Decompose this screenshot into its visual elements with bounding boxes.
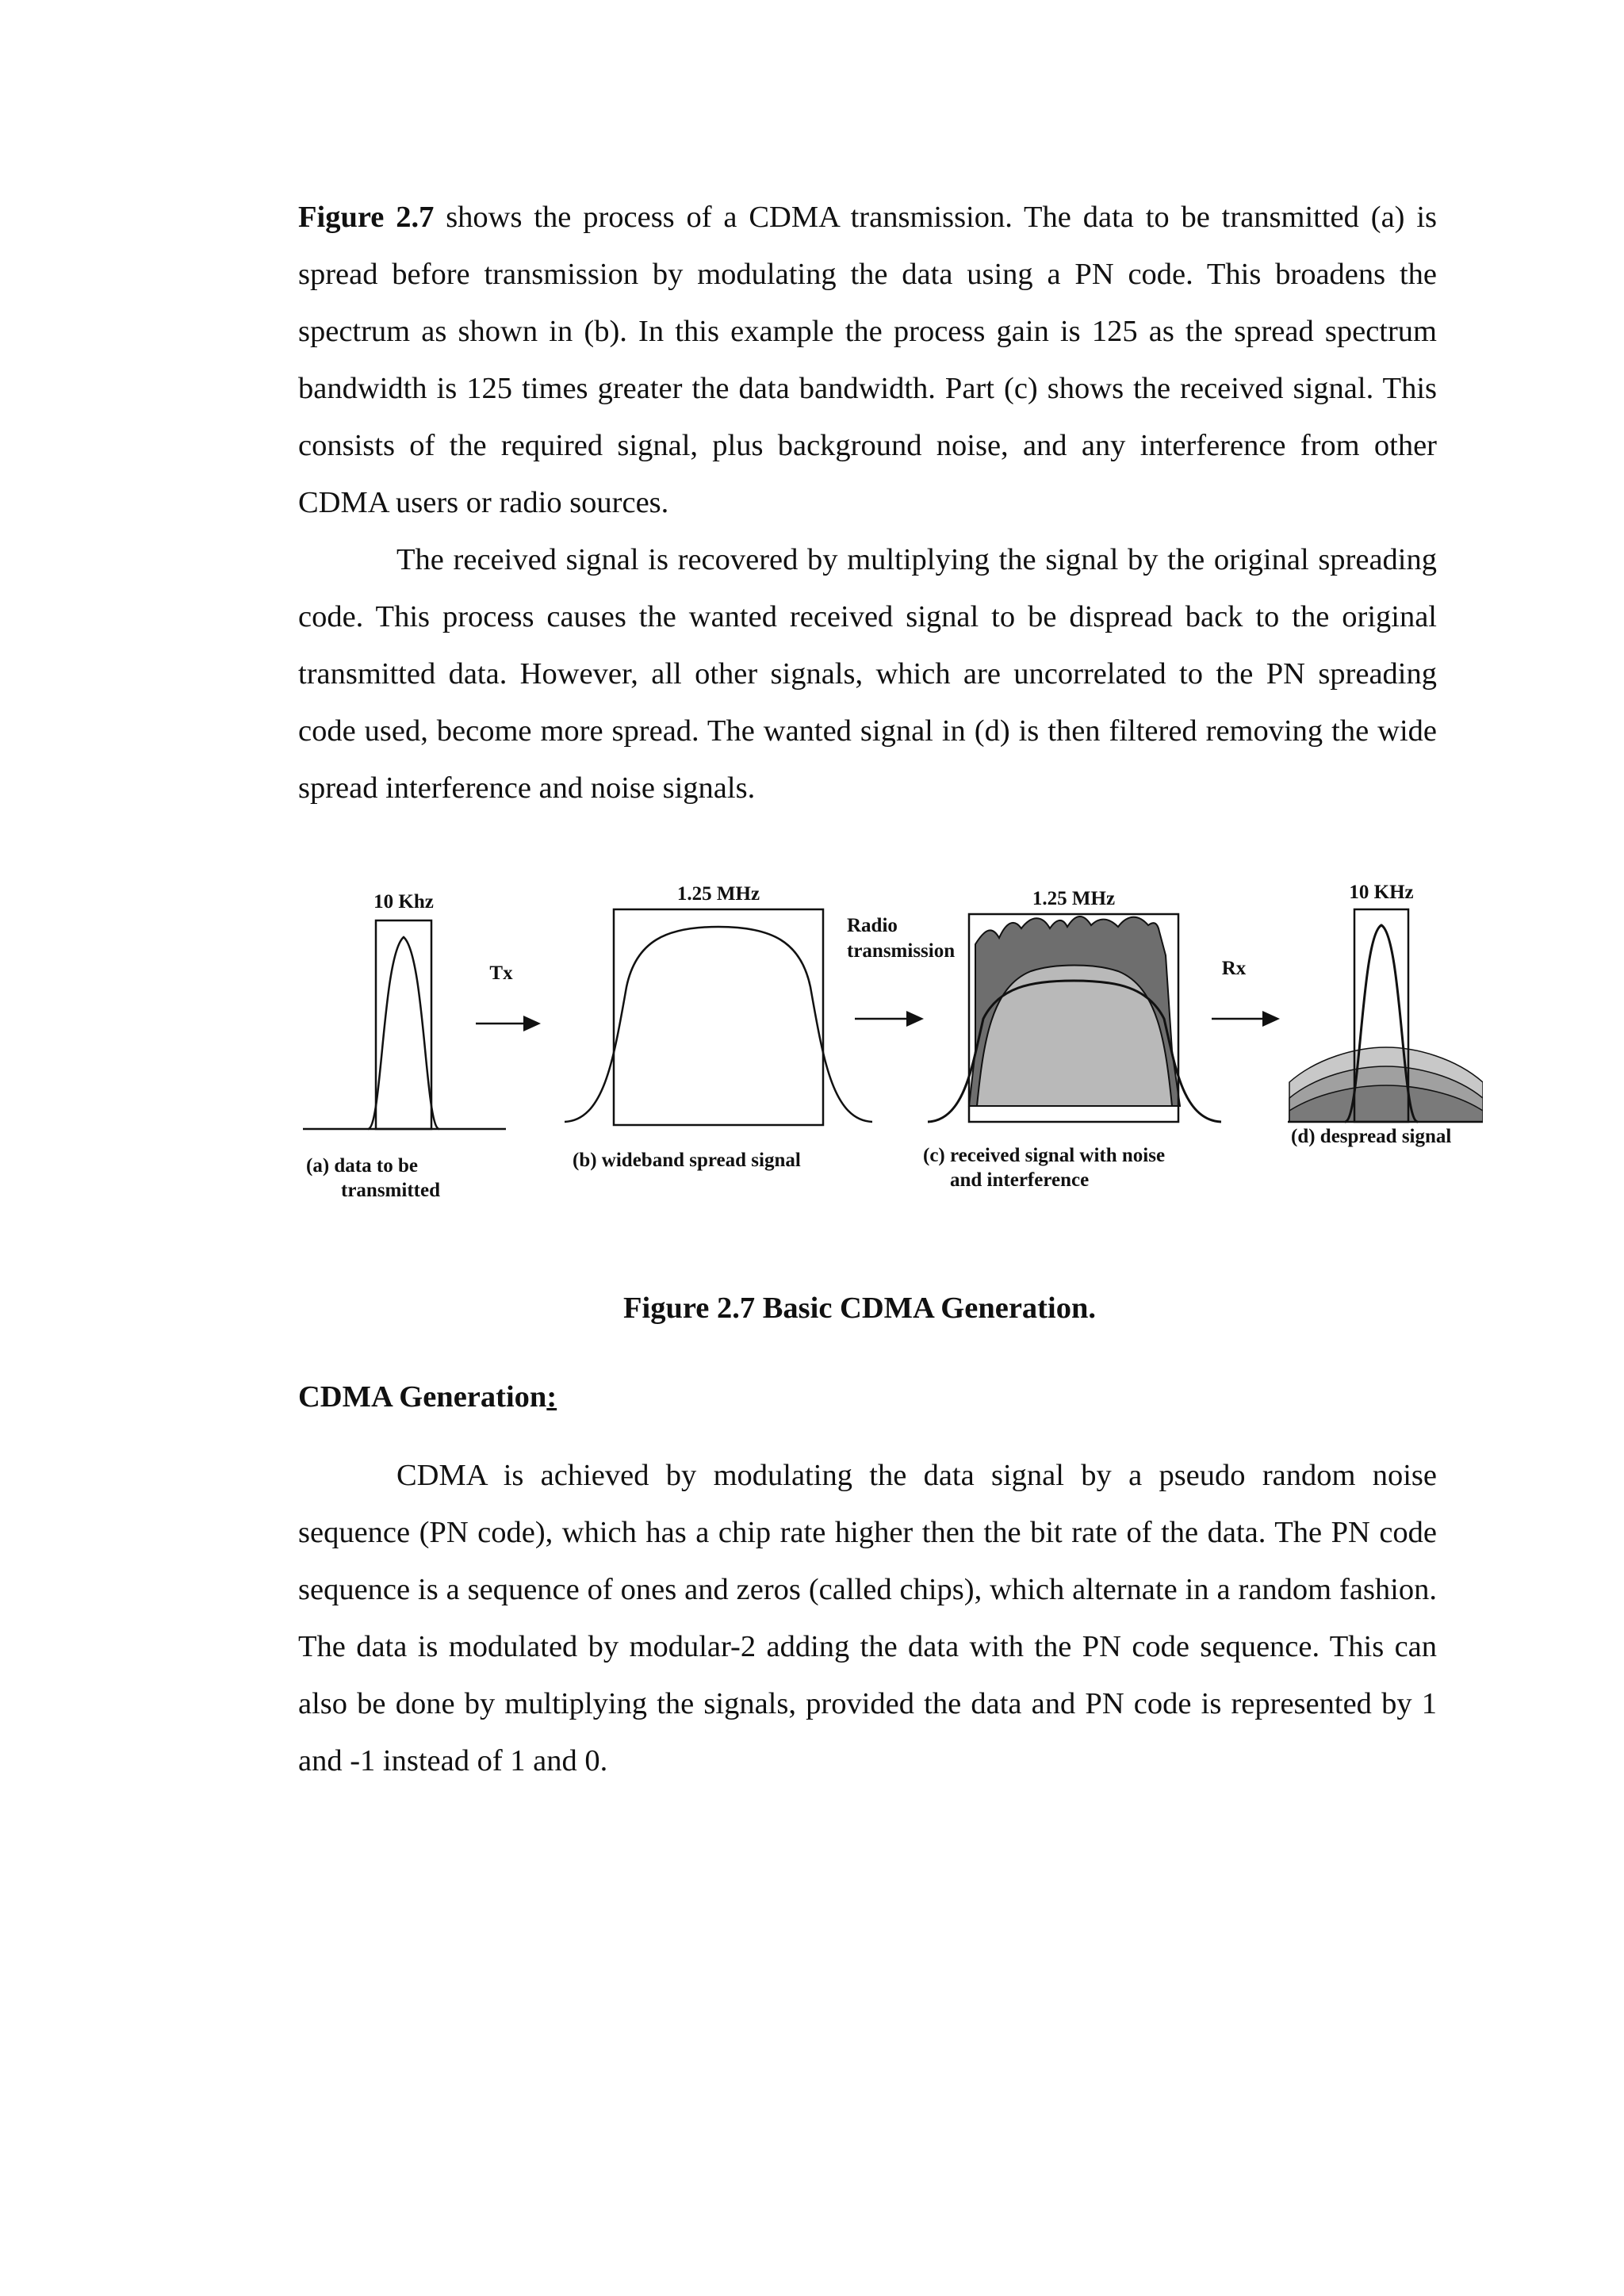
data-pulse-a xyxy=(368,937,439,1129)
panel-c xyxy=(923,888,1221,1191)
radio-arrow xyxy=(847,915,955,1027)
rx-arrowhead xyxy=(1262,1011,1280,1027)
radio-label-line1: Radio xyxy=(847,915,898,936)
section-heading-colon: : xyxy=(546,1380,557,1414)
bandwidth-label-c: 1.25 MHz xyxy=(1032,888,1116,909)
cdma-generation-paragraph: CDMA is achieved by modulating the data signal by a pseudo random noise sequence (PN code), which has a chip rate higher then the bit rate of the data. The PN code sequence is a sequence of ones and zeros (called chips), which alternate in a random fashion. The data is modulated by modular-2 adding the data with the PN code sequence. This can also be done by multiplying the signals, provided the data and PN code is represented by 1 and -1 instead of 1 and 0. xyxy=(298,1459,1437,1777)
panel-a xyxy=(303,891,506,1201)
tx-label: Tx xyxy=(489,962,513,984)
tx-arrowhead xyxy=(523,1016,541,1031)
caption-b: (b) wideband spread signal xyxy=(573,1150,801,1171)
bandwidth-label-b: 1.25 MHz xyxy=(676,883,760,905)
section-heading-text: CDMA Generation xyxy=(298,1380,547,1414)
caption-a-line1: (a) data to be xyxy=(306,1155,418,1177)
rx-label: Rx xyxy=(1221,958,1247,979)
bandwidth-label-a: 10 Khz xyxy=(373,891,434,913)
tx-arrow xyxy=(476,962,541,1031)
caption-c-line2: and interference xyxy=(950,1169,1090,1191)
recovery-paragraph: The received signal is recovered by multiplying the signal by the original spreading code. This process causes the wanted received signal to be dispread back to the original transmitted data. However, all other signals, which are uncorrelated to the PN spreading code used, become more spread. The wanted signal in (d) is then filtered removing the wide spread interference and noise signals. xyxy=(298,543,1437,805)
radio-label-line2: transmission xyxy=(847,940,956,962)
figure-reference: Figure 2.7 xyxy=(298,201,435,234)
panel-b xyxy=(565,883,872,1171)
bandwidth-box-b xyxy=(614,909,823,1125)
spread-signal-b xyxy=(565,927,872,1122)
caption-c-line1: (c) received signal with noise xyxy=(923,1145,1166,1166)
panel-d xyxy=(1288,882,1483,1147)
intro-paragraph-text: shows the process of a CDMA transmission. The data to be transmitted (a) is spread before transmission by modulating the data using a PN code. This broadens the spectrum as shown in (b). In this example the process gain is 125 as the spread spectrum bandwidth is 125 times greater the data bandwidth. Part (c) shows the received signal. This consists of the required signal, plus background noise, and any interference from other CDMA users or radio sources. xyxy=(298,201,1438,519)
cdma-diagram xyxy=(293,868,1483,1217)
caption-d: (d) despread signal xyxy=(1291,1126,1452,1147)
bandwidth-label-d: 10 KHz xyxy=(1349,882,1414,903)
cdma-figure xyxy=(293,868,1483,1217)
rx-arrow xyxy=(1212,958,1280,1027)
figure-caption: Figure 2.7 Basic CDMA Generation. xyxy=(623,1292,1096,1325)
section-heading xyxy=(298,1368,557,1425)
caption-a-line2: transmitted xyxy=(341,1180,440,1201)
radio-arrowhead xyxy=(906,1011,924,1027)
intro-paragraph xyxy=(298,189,1437,531)
